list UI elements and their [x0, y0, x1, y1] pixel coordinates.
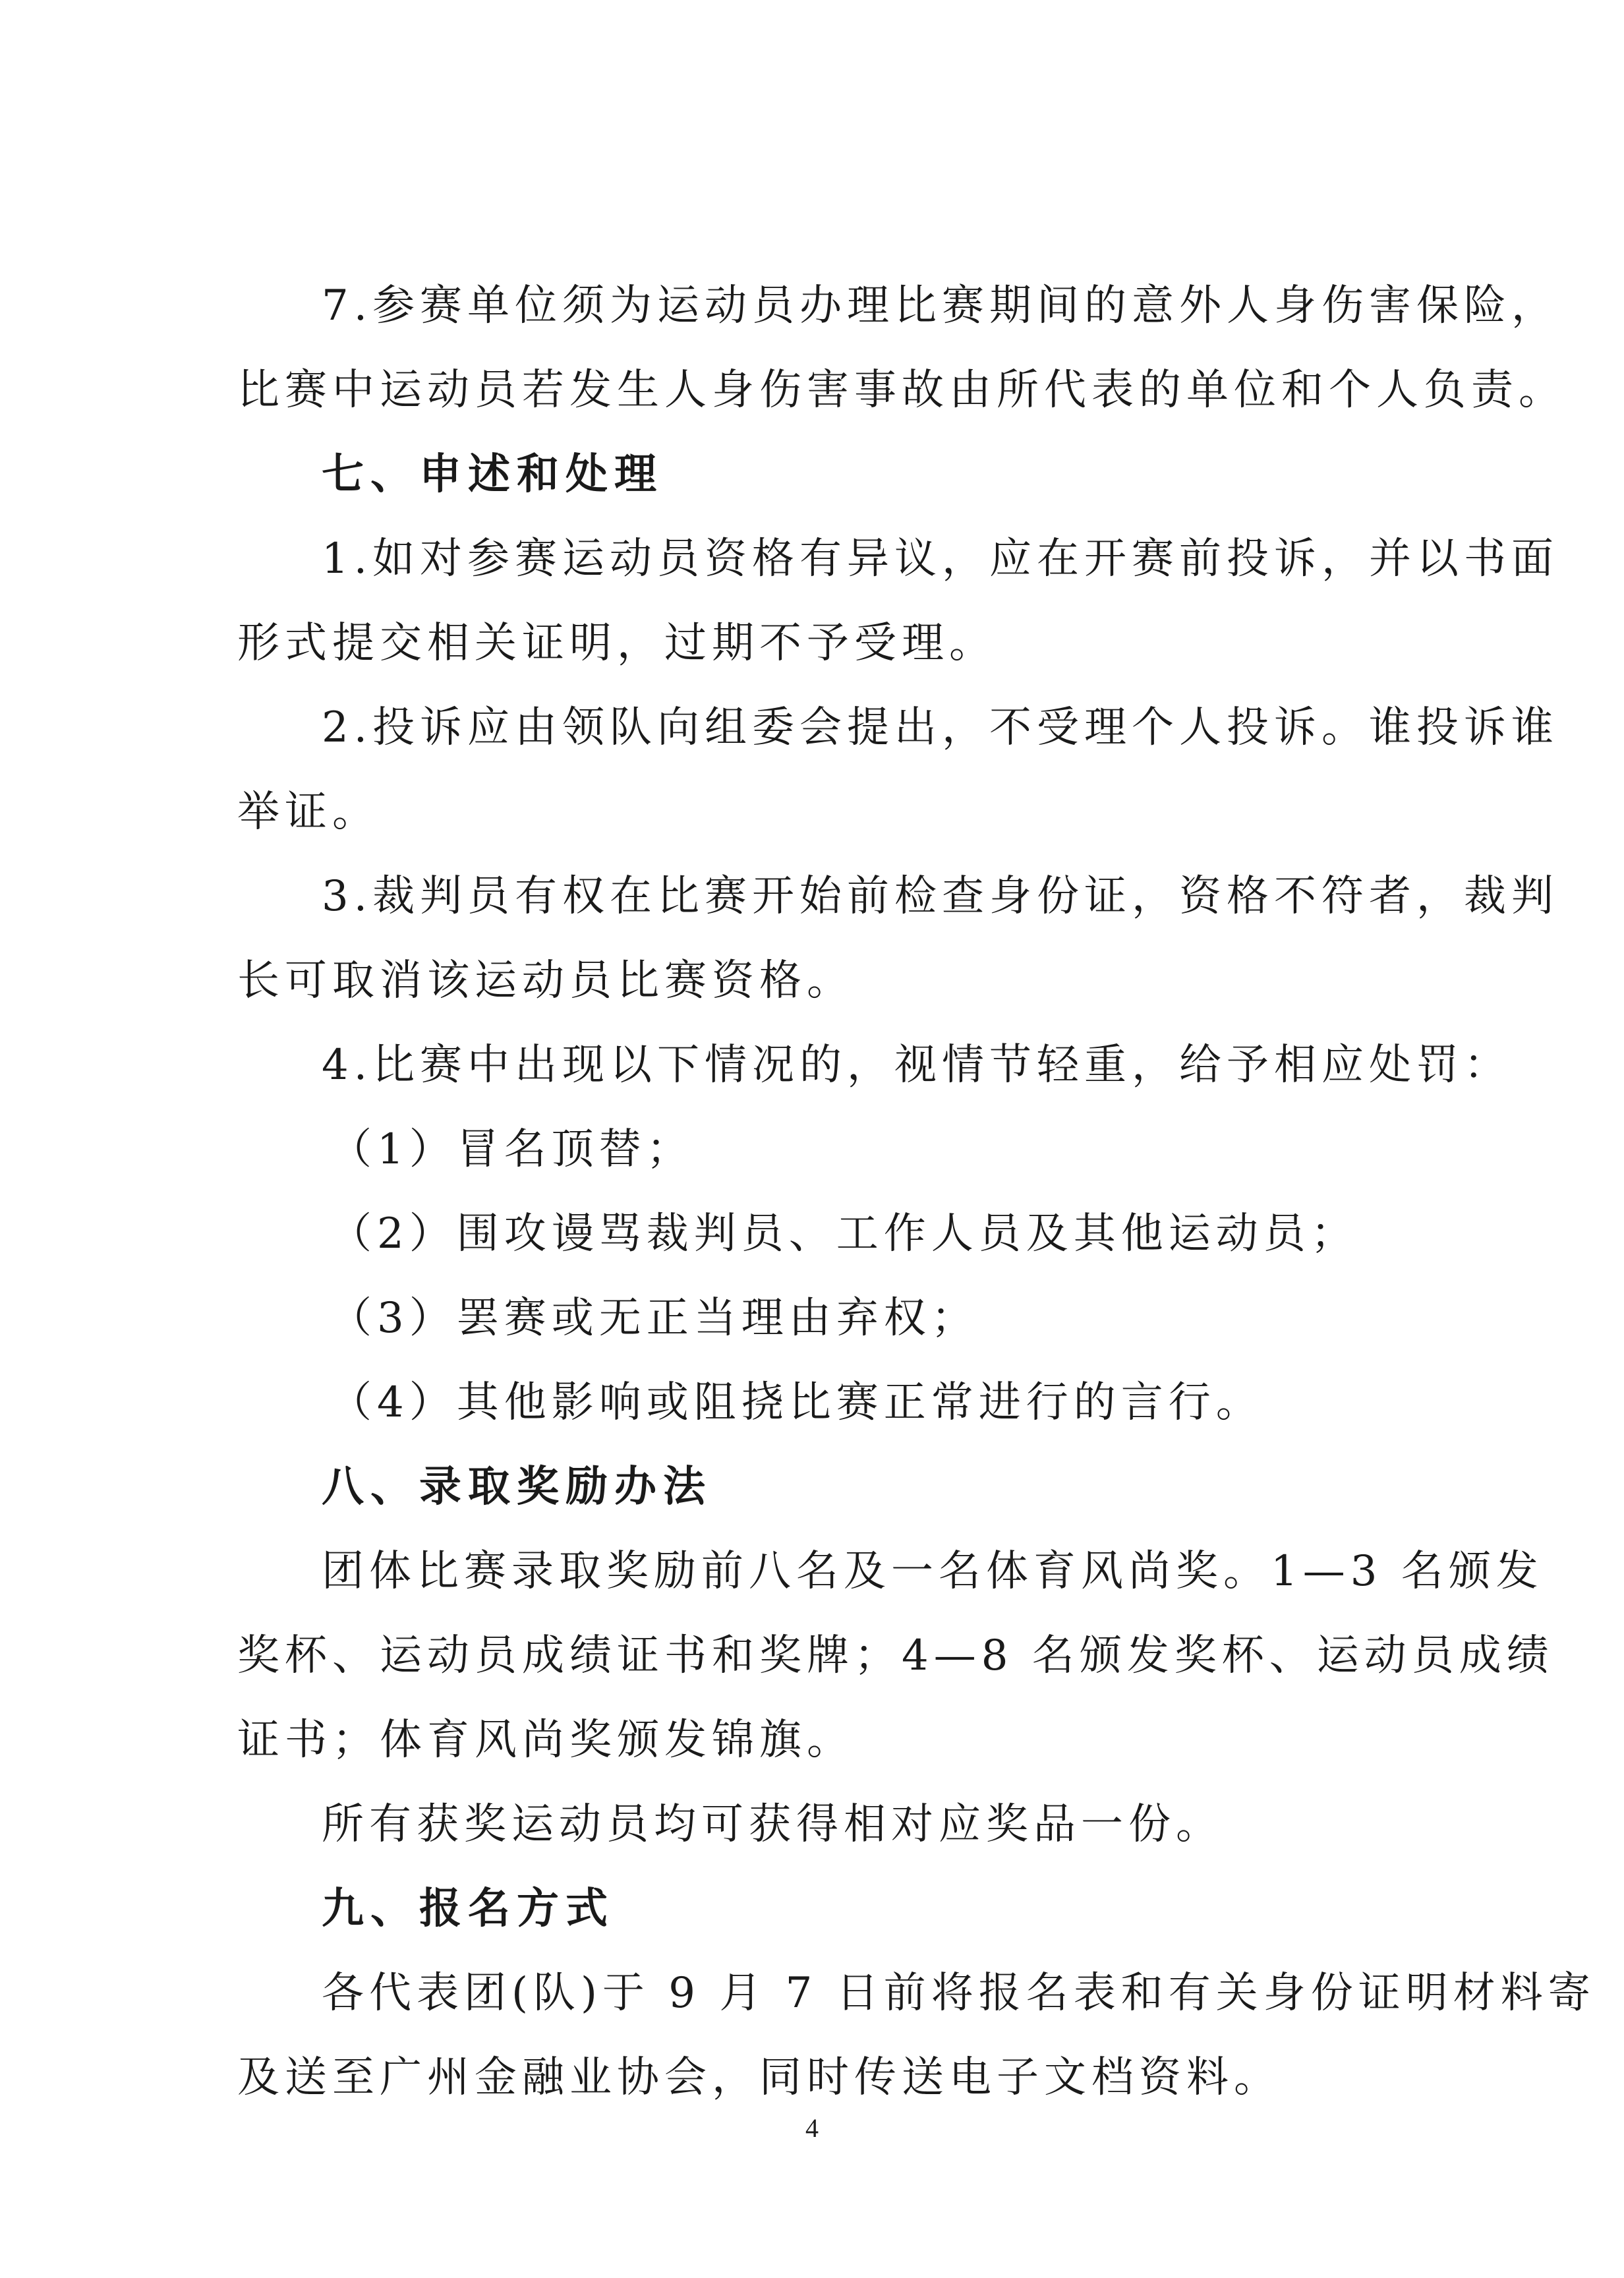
- paragraph-line: 4.比赛中出现以下情况的，视情节轻重，给予相应处罚：: [322, 1041, 1512, 1090]
- list-item: （4）其他影响或阻挠比赛正常进行的言行。: [330, 1378, 1263, 1427]
- list-item: （2）围攻谩骂裁判员、工作人员及其他运动员；: [330, 1210, 1358, 1258]
- paragraph-line: 形式提交相关证明，过期不予受理。: [237, 619, 997, 668]
- section-heading: 九、报名方式: [322, 1884, 614, 1933]
- paragraph-line: 团体比赛录取奖励前八名及一名体育风尚奖。1—3 名颁发: [322, 1547, 1544, 1596]
- document-body: [237, 264, 1596, 2120]
- page-number: 4: [805, 2113, 819, 2143]
- paragraph-line: 7.参赛单位须为运动员办理比赛期间的意外人身伤害保险，: [322, 281, 1559, 330]
- list-item: （3）罢赛或无正当理由弃权；: [330, 1294, 979, 1343]
- paragraph-line: 3.裁判员有权在比赛开始前检查身份证，资格不符者，裁判: [322, 872, 1559, 921]
- paragraph-line: 长可取消该运动员比赛资格。: [237, 956, 854, 1005]
- paragraph-line: 1.如对参赛运动员资格有异议，应在开赛前投诉，并以书面: [322, 535, 1559, 583]
- paragraph-line: 举证。: [237, 788, 380, 836]
- section-heading: 八、录取奖励办法: [322, 1462, 712, 1511]
- paragraph-line: 证书；体育风尚奖颁发锦旗。: [237, 1716, 854, 1765]
- list-item: （1）冒名顶替；: [330, 1125, 694, 1174]
- paragraph-line: 及送至广州金融业协会，同时传送电子文档资料。: [237, 2053, 1281, 2102]
- paragraph-line: 所有获奖运动员均可获得相对应奖品一份。: [322, 1800, 1223, 1849]
- paragraph-line: 2.投诉应由领队向组委会提出，不受理个人投诉。谁投诉谁: [322, 703, 1559, 752]
- paragraph-line: 比赛中运动员若发生人身伤害事故由所代表的单位和个人负责。: [237, 366, 1566, 415]
- paragraph-line: 奖杯、运动员成绩证书和奖牌；4—8 名颁发奖杯、运动员成绩: [237, 1631, 1554, 1680]
- paragraph-line: 各代表团(队)于 9 月 7 日前将报名表和有关身份证明材料寄: [322, 1969, 1596, 2018]
- section-heading: 七、申述和处理: [322, 450, 663, 499]
